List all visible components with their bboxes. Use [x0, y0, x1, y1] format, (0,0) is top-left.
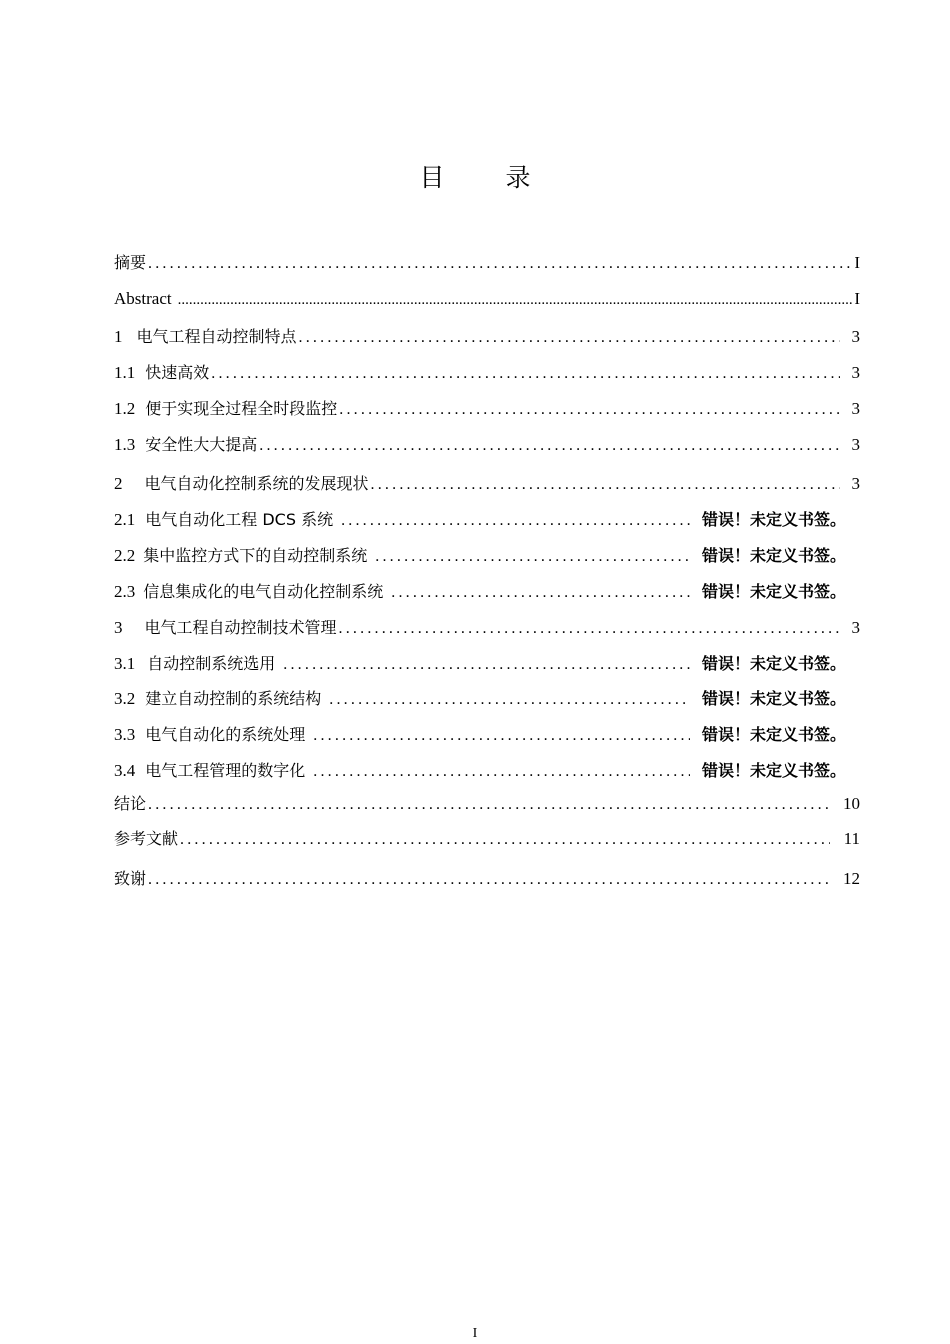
toc-label: 电气自动化工程 DCS 系统	[145, 510, 334, 529]
toc-number: 2.3	[114, 582, 136, 601]
toc-number: 1.3	[114, 435, 136, 454]
toc-leader	[259, 437, 839, 455]
toc-label: 电气自动化的系统处理	[145, 725, 306, 744]
toc-entry-2[interactable]	[114, 471, 860, 497]
toc-entry-1-1[interactable]	[114, 360, 860, 386]
toc-page: 3	[851, 399, 860, 418]
toc-leader	[339, 401, 839, 419]
toc-entry-abstract-cn[interactable]	[114, 250, 860, 276]
toc-label: 结论	[114, 794, 147, 813]
toc-label: 建立自动控制的系统结构	[145, 689, 322, 708]
toc-label: 电气工程自动控制技术管理	[144, 618, 337, 637]
toc-leader	[211, 365, 839, 383]
toc-label: 便于实现全过程全时段监控	[145, 399, 338, 418]
toc-leader	[148, 796, 829, 814]
toc-label: 摘要	[114, 253, 147, 272]
toc-leader	[180, 831, 830, 849]
toc-leader	[339, 620, 840, 638]
toc-entry-acknowledgements[interactable]	[114, 866, 860, 892]
toc-page: I	[854, 253, 860, 272]
toc-leader	[283, 656, 690, 674]
toc-page: 3	[851, 474, 860, 493]
toc-number: 3.4	[114, 761, 136, 780]
toc-entry-3-1[interactable]	[114, 651, 846, 677]
toc-page-error: 错误！未定义书签。	[701, 654, 846, 673]
toc-page-error: 错误！未定义书签。	[701, 689, 846, 708]
toc-entry-2-3[interactable]	[114, 579, 846, 605]
toc-entry-3-4[interactable]	[114, 758, 846, 784]
toc-page-error: 错误！未定义书签。	[701, 510, 846, 529]
toc-page: 3	[851, 435, 860, 454]
toc-leader	[148, 871, 829, 889]
toc-leader	[178, 292, 853, 309]
toc-number: 3.1	[114, 654, 136, 673]
toc-page: 3	[851, 327, 860, 346]
toc-entry-abstract-en[interactable]	[114, 289, 860, 315]
toc-number: 3	[114, 618, 123, 637]
toc-number: 3.2	[114, 689, 136, 708]
toc-entry-1-3[interactable]	[114, 432, 860, 458]
toc-page: 12	[843, 869, 860, 888]
toc-leader	[375, 548, 690, 566]
toc-label: Abstract	[114, 289, 172, 308]
toc-label: 快速高效	[145, 363, 210, 382]
toc-leader	[299, 329, 840, 347]
toc-label: 致谢	[114, 869, 147, 888]
toc-page-error: 错误！未定义书签。	[701, 761, 846, 780]
toc-page: 3	[851, 618, 860, 637]
toc-page: I	[854, 289, 860, 308]
toc-page: 10	[843, 794, 860, 813]
toc-entry-1[interactable]	[114, 324, 860, 350]
toc-label: 电气工程自动控制特点	[136, 327, 297, 346]
toc-page-error: 错误！未定义书签。	[701, 546, 846, 565]
toc-label: 电气工程管理的数字化	[145, 761, 306, 780]
toc-label: 集中监控方式下的自动控制系统	[143, 546, 368, 565]
toc-leader	[313, 763, 690, 781]
toc-number: 1.2	[114, 399, 136, 418]
toc-leader	[341, 512, 690, 530]
toc-label: 电气自动化控制系统的发展现状	[144, 474, 369, 493]
toc-entry-references[interactable]	[114, 826, 860, 852]
toc-leader	[329, 691, 690, 709]
toc-entry-1-2[interactable]	[114, 396, 860, 422]
toc-number: 3.3	[114, 725, 136, 744]
footer-page-number: I	[472, 1326, 478, 1341]
toc-entry-3-2[interactable]	[114, 686, 846, 712]
toc-page: 3	[851, 363, 860, 382]
toc-page-error: 错误！未定义书签。	[701, 582, 846, 601]
page-title: 目 录	[419, 163, 549, 192]
toc-entry-3-3[interactable]	[114, 722, 846, 748]
toc-leader	[148, 255, 852, 273]
toc-label: 自动控制系统选用	[147, 654, 276, 673]
toc-leader	[371, 476, 840, 494]
toc-page: 11	[843, 829, 860, 848]
toc-page-error: 错误！未定义书签。	[701, 725, 846, 744]
toc-number: 1.1	[114, 363, 136, 382]
toc-number: 2	[114, 474, 123, 493]
toc-number: 2.1	[114, 510, 136, 529]
toc-leader	[391, 584, 690, 602]
toc-label: 安全性大大提高	[145, 435, 258, 454]
toc-label: 信息集成化的电气自动化控制系统	[143, 582, 384, 601]
toc-leader	[313, 727, 690, 745]
toc-number: 2.2	[114, 546, 136, 565]
toc-entry-2-1[interactable]	[114, 507, 846, 533]
toc-label: 参考文献	[114, 829, 179, 848]
toc-entry-3[interactable]	[114, 615, 860, 641]
toc-entry-2-2[interactable]	[114, 543, 846, 569]
toc-entry-conclusion[interactable]	[114, 791, 860, 817]
toc-number: 1	[114, 327, 123, 346]
